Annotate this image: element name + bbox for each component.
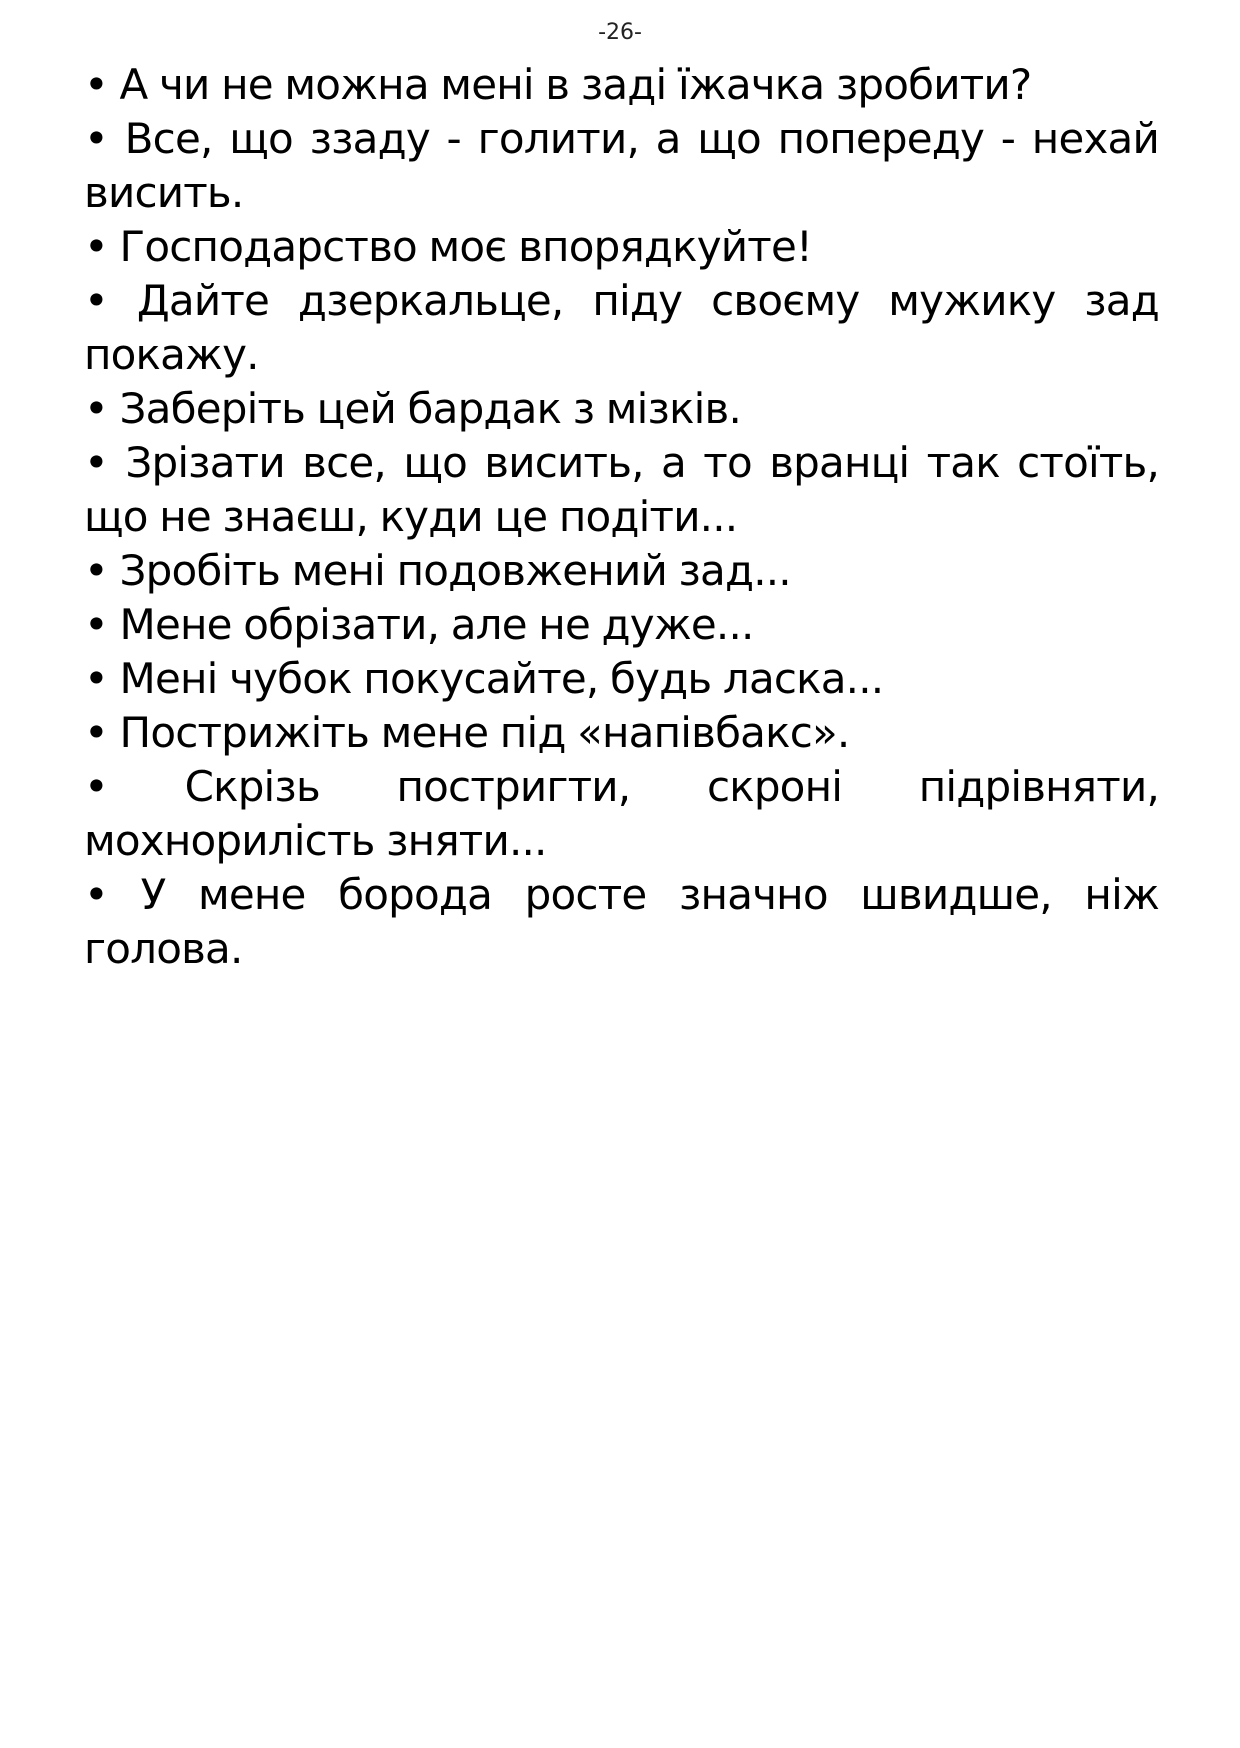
list-item-text: У мене борода росте значно швидше, ніж голова. — [84, 870, 1159, 973]
list-item — [84, 220, 1159, 274]
list-item-text: Дайте дзеркальце, піду своєму мужику зад покажу. — [84, 276, 1159, 379]
list-item — [84, 868, 1159, 976]
bullet-icon: • — [84, 384, 108, 433]
bullet-icon: • — [84, 870, 108, 919]
list-item-text: Господарство моє впорядкуйте! — [119, 222, 813, 271]
list-item-text: Мене обрізати, але не дуже... — [119, 600, 754, 649]
list-item-text: Заберіть цей бардак з мізків. — [119, 384, 742, 433]
list-item — [84, 382, 1159, 436]
bullet-icon: • — [84, 762, 108, 811]
list-item — [84, 652, 1159, 706]
bullet-icon: • — [84, 60, 108, 109]
list-item-text: Пострижіть мене під «напівбакс». — [119, 708, 850, 757]
list-item — [84, 112, 1159, 220]
list-item — [84, 58, 1159, 112]
list-item-text: Все, що ззаду - голити, а що попереду - нехай висить. — [84, 114, 1159, 217]
bullet-icon: • — [84, 114, 108, 163]
list-item-text: Скрізь постригти, скроні підрівняти, мохнорилість зняти... — [84, 762, 1159, 865]
bullet-icon: • — [84, 276, 108, 325]
list-item — [84, 274, 1159, 382]
bullet-icon: • — [84, 600, 108, 649]
list-item — [84, 598, 1159, 652]
list-item — [84, 706, 1159, 760]
bullet-icon: • — [84, 708, 108, 757]
bullet-list — [84, 58, 1159, 976]
list-item-text: Мені чубок покусайте, будь ласка... — [119, 654, 884, 703]
list-item — [84, 760, 1159, 868]
list-item-text: А чи не можна мені в заді їжачка зробити? — [119, 60, 1032, 109]
list-item — [84, 436, 1159, 544]
page-number: -26- — [598, 20, 642, 45]
bullet-icon: • — [84, 654, 108, 703]
list-item-text: Зрізати все, що висить, а то вранці так стоїть, що не знаєш, куди це подіти... — [84, 438, 1159, 541]
list-item-text: Зробіть мені подовжений зад... — [119, 546, 791, 595]
list-item — [84, 544, 1159, 598]
bullet-icon: • — [84, 438, 108, 487]
bullet-icon: • — [84, 546, 108, 595]
bullet-icon: • — [84, 222, 108, 271]
